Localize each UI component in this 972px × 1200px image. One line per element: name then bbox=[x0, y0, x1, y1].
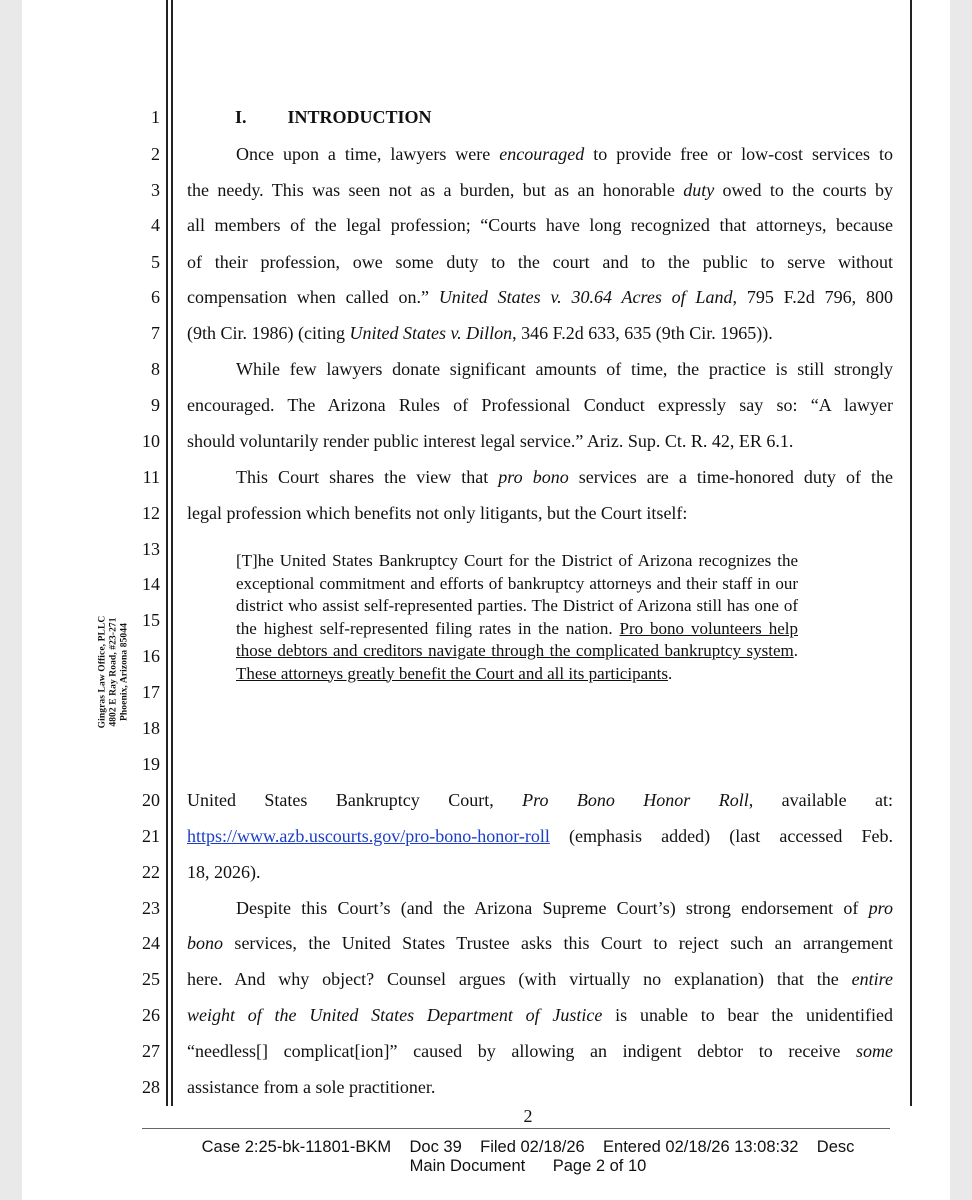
page-number: 2 bbox=[523, 1106, 533, 1126]
text-line-26 bbox=[187, 1004, 893, 1026]
line-number: 20 bbox=[142, 790, 160, 810]
right-margin-rule bbox=[910, 0, 912, 1106]
emphasis-span: encouraged bbox=[499, 144, 585, 164]
text-span: , 795 F.2d 796, 800 bbox=[732, 287, 893, 307]
text-line-7 bbox=[187, 322, 893, 344]
quote-emphasis: Pro bono volunteers help those debtors and creditors navigate through the complicated bankruptcy system bbox=[236, 618, 798, 660]
text-line-9: encouraged. The Arizona Rules of Professional Conduct expressly say so: “A lawyer bbox=[187, 395, 893, 415]
footer-rule bbox=[142, 1128, 890, 1129]
text-span: owed to the courts by bbox=[714, 180, 894, 200]
text-line-11 bbox=[187, 466, 893, 488]
line-number: 19 bbox=[142, 754, 160, 774]
heading-number: I. bbox=[235, 107, 247, 127]
line-number: 25 bbox=[142, 969, 160, 989]
honor-roll-link[interactable]: https://www.azb.uscourts.gov/pro-bono-honor-roll bbox=[187, 826, 550, 846]
source-title: Pro Bono Honor Roll bbox=[522, 790, 749, 810]
line-number: 24 bbox=[142, 933, 160, 953]
law-firm-sidebar bbox=[98, 616, 131, 729]
text-span: (9th Cir. 1986) (citing bbox=[187, 323, 350, 343]
text-span: (emphasis added) (last accessed Feb. bbox=[549, 826, 893, 846]
quote-emphasis: These attorneys greatly benefit the Court and all its participants bbox=[236, 663, 668, 683]
document-page bbox=[22, 0, 950, 1200]
line-number: 22 bbox=[142, 862, 160, 882]
text-line-25 bbox=[187, 968, 893, 990]
line-number: 9 bbox=[151, 395, 160, 415]
text-span: the needy. This was seen not as a burden, but as an honorable bbox=[187, 180, 684, 200]
line-number: 2 bbox=[151, 144, 160, 164]
section-heading bbox=[187, 106, 893, 128]
emphasis-span: entire bbox=[851, 969, 893, 989]
line-number: 16 bbox=[142, 646, 160, 666]
line-number: 1 bbox=[151, 107, 160, 127]
heading-title: INTRODUCTION bbox=[287, 107, 432, 127]
quote-text: . bbox=[667, 663, 673, 683]
text-span: United States Bankruptcy Court, bbox=[187, 790, 523, 810]
text-line-4: all members of the legal profession; “Courts have long recognized that attorneys, because bbox=[187, 215, 893, 235]
text-line-5: of their profession, owe some duty to the court and to the public to serve without bbox=[187, 252, 893, 272]
case-name: United States v. 30.64 Acres of Land bbox=[438, 287, 733, 307]
block-quote bbox=[236, 550, 798, 685]
text-span: compensation when called on.” bbox=[187, 287, 439, 307]
text-span: here. And why object? Counsel argues (with virtually no explanation) that the bbox=[187, 969, 852, 989]
line-number: 13 bbox=[142, 539, 160, 559]
text-line-27 bbox=[187, 1040, 893, 1062]
line-number: 11 bbox=[142, 467, 160, 487]
left-margin-rule bbox=[166, 0, 168, 1106]
line-number: 6 bbox=[151, 287, 160, 307]
text-span: services, the United States Trustee asks this Court to reject such an arrangement bbox=[223, 933, 893, 953]
quote-text: . bbox=[793, 641, 798, 660]
text-span: Once upon a time, lawyers were bbox=[236, 144, 500, 164]
emphasis-span: weight of the United States Department of Justice bbox=[187, 1005, 603, 1025]
ecf-footer-line-2: Main Document Page 2 of 10 bbox=[409, 1157, 647, 1175]
emphasis-span: some bbox=[856, 1041, 893, 1061]
line-number: 23 bbox=[142, 898, 160, 918]
text-line-12: legal profession which benefits not only litigants, but the Court itself: bbox=[187, 503, 688, 523]
line-number: 15 bbox=[142, 610, 160, 630]
text-span: , 346 F.2d 633, 635 (9th Cir. 1965)). bbox=[512, 323, 773, 343]
text-line-22: 18, 2026). bbox=[187, 862, 261, 882]
text-line-2 bbox=[187, 143, 893, 165]
line-number: 12 bbox=[142, 503, 160, 523]
text-line-6 bbox=[187, 286, 893, 308]
emphasis-span: bono bbox=[187, 933, 223, 953]
line-number: 27 bbox=[142, 1041, 160, 1061]
text-line-21 bbox=[187, 825, 893, 847]
line-number: 21 bbox=[142, 826, 160, 846]
line-number: 4 bbox=[151, 215, 160, 235]
text-span: is unable to bear the unidentified bbox=[602, 1005, 893, 1025]
line-number: 7 bbox=[151, 323, 160, 343]
text-line-8: While few lawyers donate significant amounts of time, the practice is still strongly bbox=[236, 359, 893, 379]
line-number: 5 bbox=[151, 252, 160, 272]
line-number: 18 bbox=[142, 718, 160, 738]
line-number: 26 bbox=[142, 1005, 160, 1025]
text-span: to provide free or low-cost services to bbox=[584, 144, 893, 164]
line-number: 28 bbox=[142, 1077, 160, 1097]
text-span: “needless[] complicat[ion]” caused by allowing an indigent debtor to receive bbox=[187, 1041, 856, 1061]
ecf-footer-line-1: Case 2:25-bk-11801-BKM Doc 39 Filed 02/18/26 Entered 02/18/26 13:08:32 Desc bbox=[201, 1138, 855, 1156]
text-span: Despite this Court’s (and the Arizona Supreme Court’s) strong endorsement of bbox=[236, 898, 869, 918]
case-name: United States v. Dillon bbox=[349, 323, 513, 343]
line-number: 10 bbox=[142, 431, 160, 451]
quote-text: [T]he United States Bankruptcy Court for the District of Arizona recognizes the exceptional commitment and efforts of bankruptcy attorneys and their staff in our district who assist self-represented parties. The District of Arizona still has one of the highest self-represented filing rates in the nation. bbox=[236, 551, 798, 638]
line-number: 17 bbox=[142, 682, 160, 702]
text-line-3 bbox=[187, 179, 893, 201]
text-line-10: should voluntarily render public interest legal service.” Ariz. Sup. Ct. R. 42, ER 6.1. bbox=[187, 431, 794, 451]
firm-street: 4802 E Ray Road, #23-271 bbox=[108, 617, 119, 727]
text-line-20 bbox=[187, 789, 893, 811]
text-span: , available at: bbox=[748, 790, 894, 810]
emphasis-span: duty bbox=[683, 180, 715, 200]
text-line-24 bbox=[187, 932, 893, 954]
line-number: 3 bbox=[151, 180, 160, 200]
emphasis-span: pro bono bbox=[498, 467, 569, 487]
firm-city: Phoenix, Arizona 85044 bbox=[119, 623, 130, 722]
text-span: This Court shares the view that bbox=[236, 467, 499, 487]
left-margin-rule-inner bbox=[171, 0, 173, 1106]
text-line-28: assistance from a sole practitioner. bbox=[187, 1077, 436, 1097]
line-number: 8 bbox=[151, 359, 160, 379]
line-number: 14 bbox=[142, 574, 160, 594]
emphasis-span: pro bbox=[868, 898, 893, 918]
text-line-23 bbox=[187, 897, 893, 919]
firm-name: Gingras Law Office, PLLC bbox=[97, 615, 108, 729]
text-span: services are a time-honored duty of the bbox=[568, 467, 893, 487]
